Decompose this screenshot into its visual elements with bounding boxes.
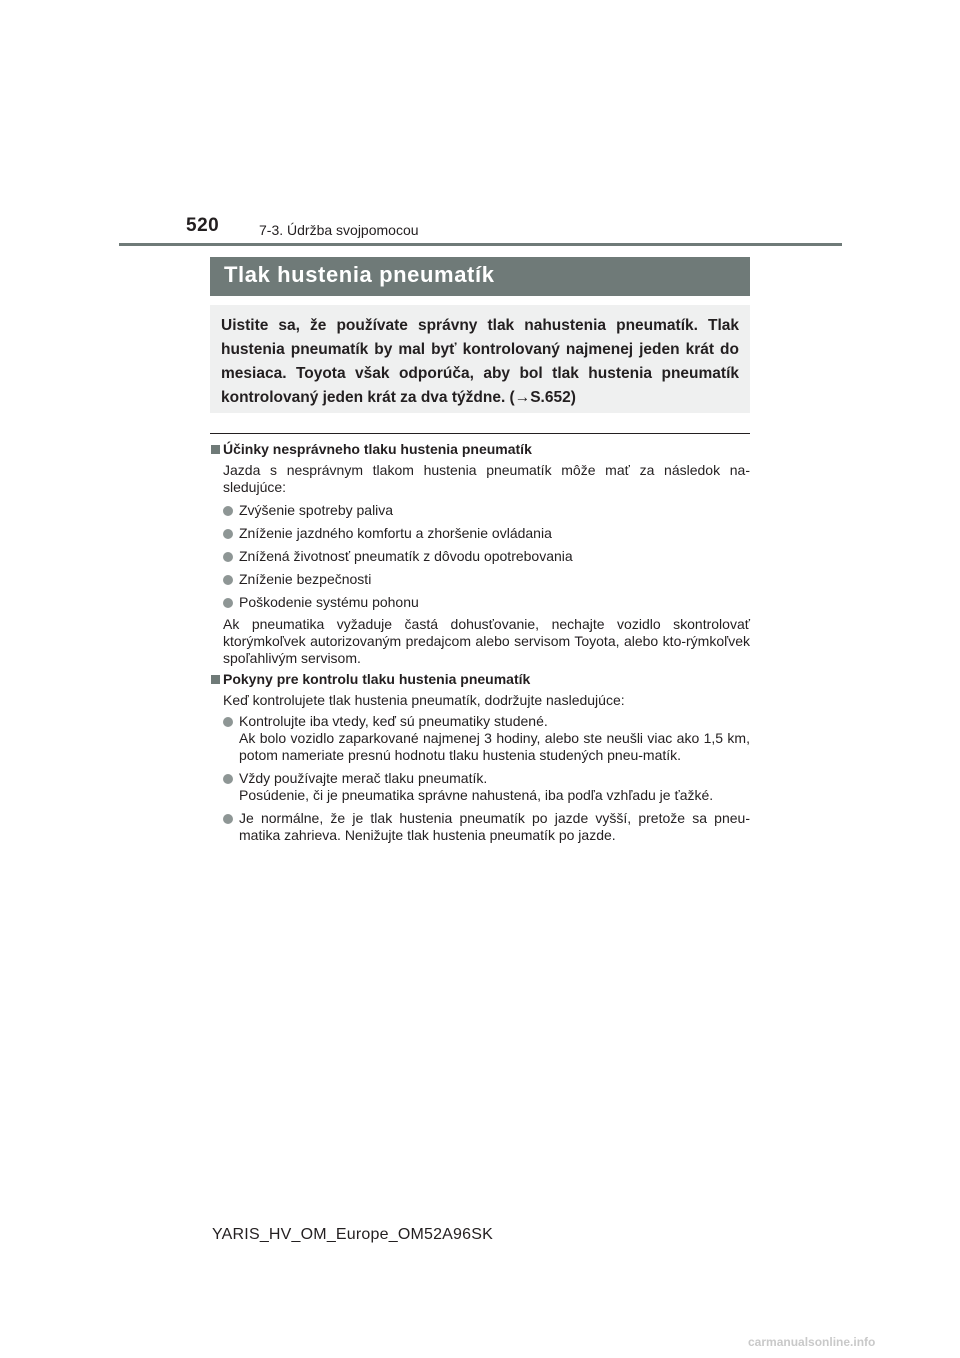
list-item: [210, 594, 750, 611]
list-item-text: Zníženie bezpečnosti: [239, 571, 372, 587]
list-item: [210, 502, 750, 519]
circle-bullet-icon: [223, 774, 233, 784]
square-bullet-icon: [211, 445, 220, 454]
list-item: [210, 548, 750, 565]
content: [210, 441, 750, 844]
page-title: Tlak hustenia pneumatík: [210, 257, 750, 296]
circle-bullet-icon: [223, 506, 233, 516]
section-heading-text: Pokyny pre kontrolu tlaku hustenia pneumatík: [223, 671, 531, 687]
page-number: 520: [186, 215, 220, 236]
document-footer: YARIS_HV_OM_Europe_OM52A96SK: [212, 1226, 493, 1243]
list-item: [210, 810, 750, 844]
list-item-text: Kontrolujte iba vtedy, keď sú pneumatiky studené.: [239, 713, 548, 729]
section-heading: [210, 441, 750, 458]
circle-bullet-icon: [223, 717, 233, 727]
header-rule: [119, 243, 842, 246]
section-divider: [210, 433, 750, 434]
section-label: 7-3. Údržba svojpomocou: [259, 222, 419, 238]
list-item-text: Vždy používajte merač tlaku pneumatík.: [239, 770, 488, 786]
paragraph: Ak pneumatika vyžaduje častá dohusťovanie, nechajte vozidlo skontrolovať ktorýmkoľvek autorizovaným predajcom alebo servisom Toyota, alebo kto-rýmkoľvek spoľahlivým servisom.: [223, 616, 750, 666]
list-item: [210, 571, 750, 588]
square-bullet-icon: [211, 675, 220, 684]
list-item-text: Znížená životnosť pneumatík z dôvodu opotrebovania: [239, 548, 573, 564]
list-item: [210, 525, 750, 542]
list-item-detail: Posúdenie, či je pneumatika správne nahustená, iba podľa vzhľadu je ťažké.: [239, 787, 714, 803]
list-item-text: Poškodenie systému pohonu: [239, 594, 419, 610]
circle-bullet-icon: [223, 575, 233, 585]
intro-box: Uistite sa, že používate správny tlak nahustenia pneumatík. Tlak hustenia pneumatík by mal byť kontrolovaný najmenej jeden krát do mesiaca. Toyota však odporúča, aby bol tlak hustenia pneumatík kontrolovaný jeden krát za dva týždne. (→S.652): [210, 305, 750, 413]
circle-bullet-icon: [223, 814, 233, 824]
circle-bullet-icon: [223, 529, 233, 539]
list-item-text: Zníženie jazdného komfortu a zhoršenie ovládania: [239, 525, 552, 541]
watermark: carmanualsonline.info: [748, 1335, 876, 1349]
list-item: [210, 713, 750, 764]
circle-bullet-icon: [223, 598, 233, 608]
section-heading-text: Účinky nesprávneho tlaku hustenia pneumatík: [223, 441, 532, 457]
list-item: [210, 770, 750, 804]
circle-bullet-icon: [223, 552, 233, 562]
paragraph: Jazda s nesprávnym tlakom hustenia pneumatík môže mať za následok na-sledujúce:: [223, 462, 750, 495]
section-heading: [210, 671, 750, 688]
list-item-text: Je normálne, že je tlak hustenia pneumatík po jazde vyšší, pretože sa pneu-matika zahrieva. Nenižujte tlak hustenia pneumatík po jazde.: [239, 810, 750, 843]
list-item-text: Zvýšenie spotreby paliva: [239, 502, 394, 518]
paragraph: Keď kontrolujete tlak hustenia pneumatík, dodržujte nasledujúce:: [223, 692, 625, 708]
list-item-detail: Ak bolo vozidlo zaparkované najmenej 3 hodiny, alebo ste neušli viac ako 1,5 km, potom nameriate presnú hodnotu tlaku hustenia studených pneu-matík.: [239, 730, 750, 763]
